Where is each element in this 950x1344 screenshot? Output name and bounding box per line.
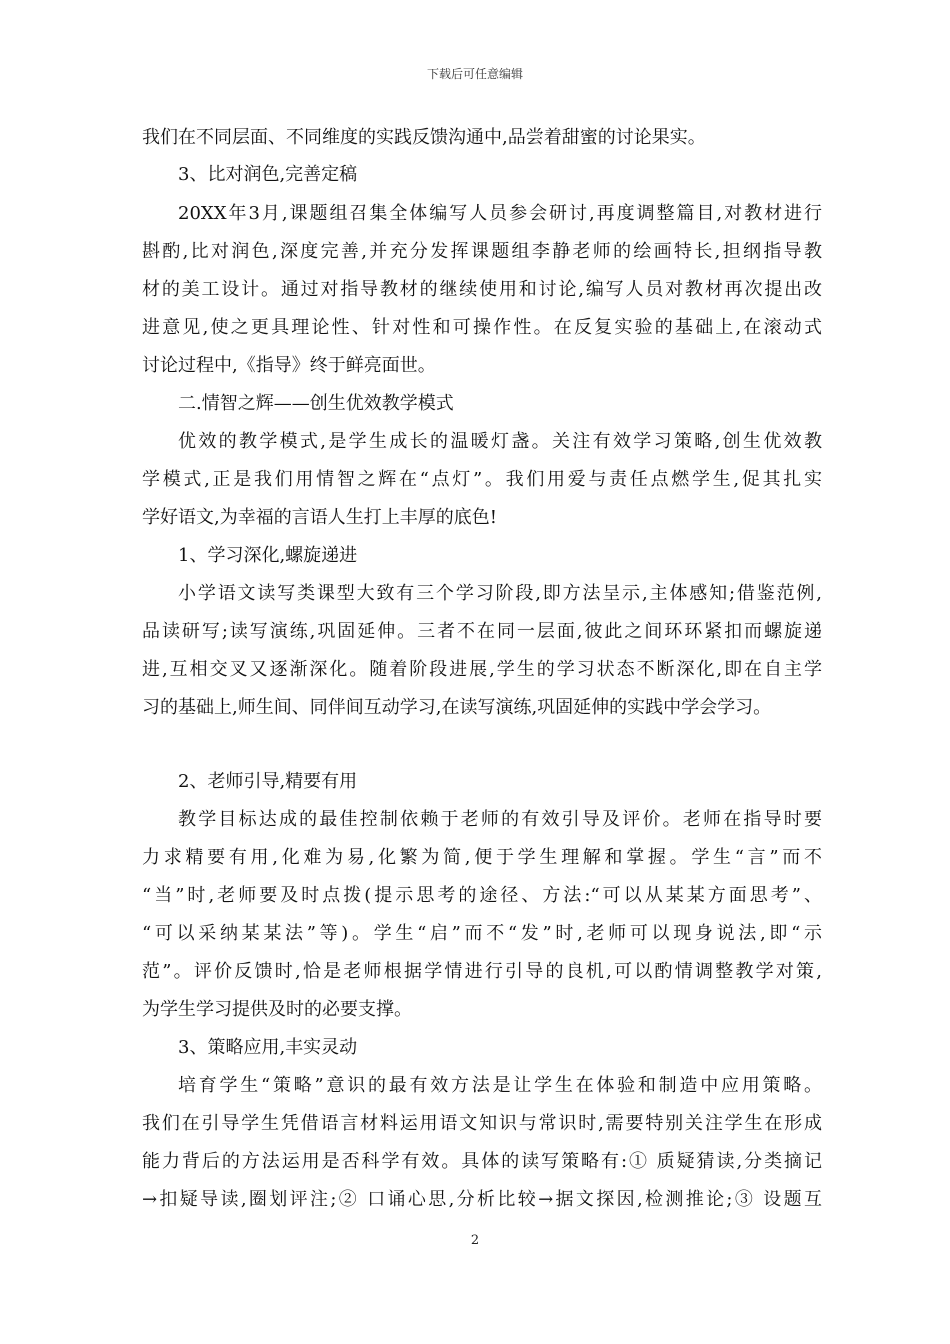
- paragraph-line: 优效的教学模式,是学生成长的温暖灯盏。关注有效学习策略,创生优效教: [178, 431, 822, 452]
- paragraph-line: 进意见,使之更具理论性、针对性和可操作性。在反复实验的基础上,在滚动式: [142, 317, 822, 338]
- paragraph-line: “可以采纳某某法”等)。学生“启”而不“发”时,老师可以现身说法,即“示: [142, 923, 822, 944]
- section-heading: 3、策略应用,丰实灵动: [178, 1037, 358, 1058]
- paragraph-line: 力求精要有用,化难为易,化繁为简,便于学生理解和掌握。学生“言”而不: [142, 847, 822, 868]
- paragraph-line: 小学语文读写类课型大致有三个学习阶段,即方法呈示,主体感知;借鉴范例,: [178, 583, 822, 604]
- paragraph-line: 品读研写;读写演练,巩固延伸。三者不在同一层面,彼此之间环环紧扣而螺旋递: [142, 621, 822, 642]
- paragraph-line: 范”。评价反馈时,恰是老师根据学情进行引导的良机,可以酌情调整教学对策,: [142, 961, 822, 982]
- paragraph-line: 能力背后的方法运用是否科学有效。具体的读写策略有:① 质疑猜读,分类摘记: [142, 1151, 822, 1172]
- paragraph-line: 我们在不同层面、不同维度的实践反馈沟通中,品尝着甜蜜的讨论果实。: [142, 127, 706, 148]
- paragraph-line: 材的美工设计。通过对指导教材的继续使用和讨论,编写人员对教材再次提出改: [142, 279, 822, 300]
- paragraph-line: 我们在引导学生凭借语言材料运用语文知识与常识时,需要特别关注学生在形成: [142, 1113, 822, 1134]
- section-heading: 二.情智之辉——创生优效教学模式: [178, 393, 454, 414]
- paragraph-line: 培育学生“策略”意识的最有效方法是让学生在体验和制造中应用策略。: [178, 1075, 822, 1096]
- paragraph-line: 进,互相交叉又逐渐深化。随着阶段进展,学生的学习状态不断深化,即在自主学: [142, 659, 822, 680]
- paragraph-line: 学好语文,为幸福的言语人生打上丰厚的底色!: [142, 507, 497, 528]
- paragraph-line: →扣疑导读,圈划评注;② 口诵心思,分析比较→据文探因,检测推论;③ 设题互: [142, 1189, 822, 1210]
- paragraph-line: 教学目标达成的最佳控制依赖于老师的有效引导及评价。老师在指导时要: [178, 809, 822, 830]
- page-number: 2: [470, 1233, 480, 1248]
- paragraph-line: 讨论过程中,《指导》终于鲜亮面世。: [142, 355, 436, 376]
- paragraph-line: 学模式,正是我们用情智之辉在“点灯”。我们用爱与责任点燃学生,促其扎实: [142, 469, 822, 490]
- section-heading: 3、比对润色,完善定稿: [178, 164, 358, 185]
- paragraph-line: 为学生学习提供及时的必要支撑。: [142, 999, 412, 1020]
- paragraph-line: “当”时,老师要及时点拨(提示思考的途径、方法:“可以从某某方面思考”、: [142, 885, 822, 906]
- section-heading: 1、学习深化,螺旋递进: [178, 545, 358, 566]
- paragraph-line: 斟酌,比对润色,深度完善,并充分发挥课题组李静老师的绘画特长,担纲指导教: [142, 241, 822, 262]
- paragraph-line: 习的基础上,师生间、同伴间互动学习,在读写演练,巩固延伸的实践中学会学习。: [142, 697, 772, 718]
- paragraph-line: 20XX年3月,课题组召集全体编写人员参会研讨,再度调整篇目,对教材进行: [178, 203, 822, 224]
- page-header: 下载后可任意编辑: [426, 67, 523, 81]
- section-heading: 2、老师引导,精要有用: [178, 771, 358, 792]
